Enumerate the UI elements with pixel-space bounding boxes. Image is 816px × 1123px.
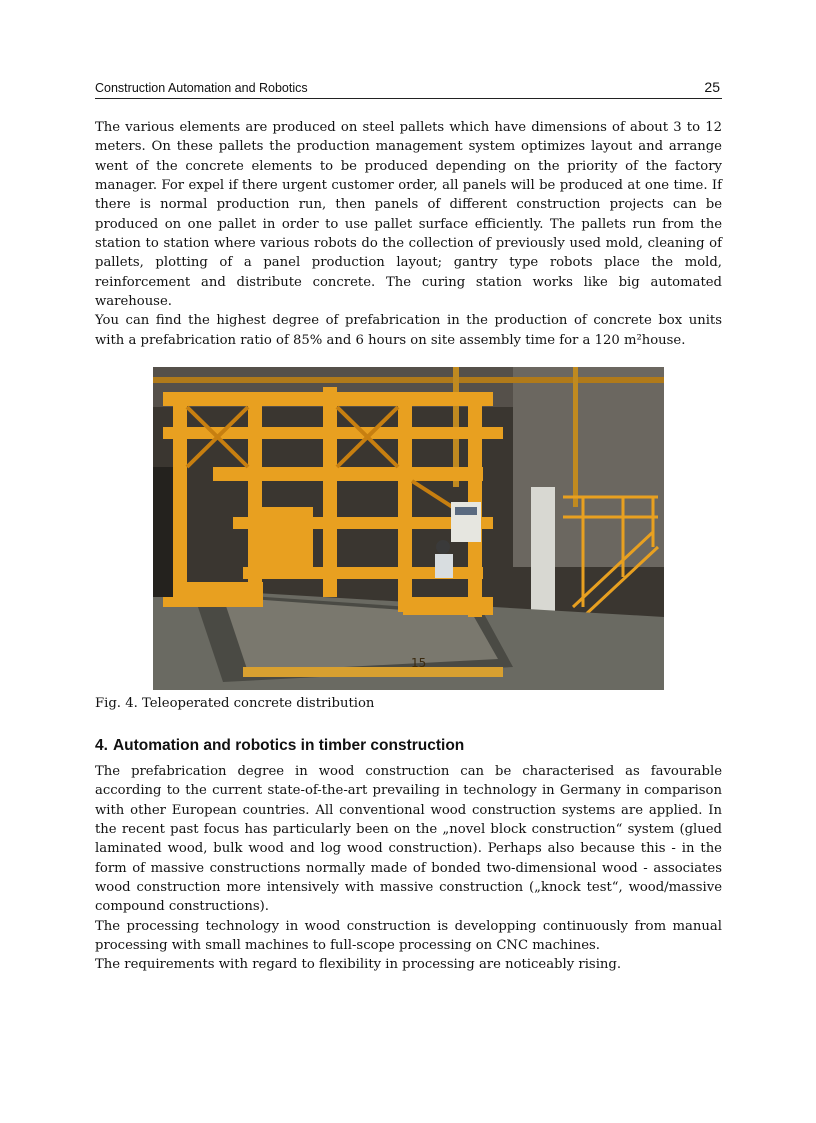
paragraph: The various elements are produced on steel pallets which have dimensions of about 3 to 12 meters. On these pallets the production management system optimizes layout and arrange went of the concrete elements to be produced depending on the priority of the factory manager. For expel if there urgent customer order, all panels will be produced at one time. If there is normal production run, then panels of different construction projects can be produced on one pallet in order to use pallet surface efficiently. The pallets run from the station to station where various robots do the collection of previously used mold, cleaning of pallets, plotting of a panel production layout; gantry type robots place the mold, reinforcement and distribute concrete. The curing station works like big automated warehouse. bbox=[95, 120, 722, 310]
page-number: 25 bbox=[704, 79, 720, 95]
section-text bbox=[95, 762, 722, 975]
intro-text bbox=[95, 118, 722, 350]
paragraph: You can find the highest degree of prefabrication in the production of concrete box units with a prefabrication ratio of 85% and 6 hours on site assembly time for a 120 m²house. bbox=[95, 313, 722, 348]
figure-caption: Fig. 4. Teleoperated concrete distribution bbox=[95, 696, 375, 711]
running-title: Construction Automation and Robotics bbox=[95, 81, 308, 95]
section-heading bbox=[95, 737, 469, 755]
gantry-robot-photo bbox=[153, 367, 664, 690]
running-header bbox=[95, 80, 722, 99]
paragraph: The requirements with regard to flexibility in processing are noticeably rising. bbox=[95, 957, 622, 973]
paragraph: The processing technology in wood construction is developping continuously from manual processing with small machines to full-scope processing on CNC machines. bbox=[95, 918, 722, 954]
pallet-number-label: 15 bbox=[411, 656, 427, 670]
figure-photo bbox=[153, 367, 664, 690]
paragraph: The prefabrication degree in wood construction can be characterised as favourable according to the current state-of-the-art prevailing in technology in Germany in comparison with other European countries. All conventional wood construction systems are applied. In the recent past focus has particularly been on the „novel block construction“ system (glued laminated wood, bulk wood and log wood construction). Perhaps also because this - in the form of massive constructions normally made of bonded two-dimensional wood - associates wood construction more intensively with massive construction („knock test“, wood/massive compound constructions). bbox=[95, 764, 722, 915]
section-number: 4. bbox=[95, 737, 108, 754]
section-title: Automation and robotics in timber construction bbox=[112, 737, 465, 754]
